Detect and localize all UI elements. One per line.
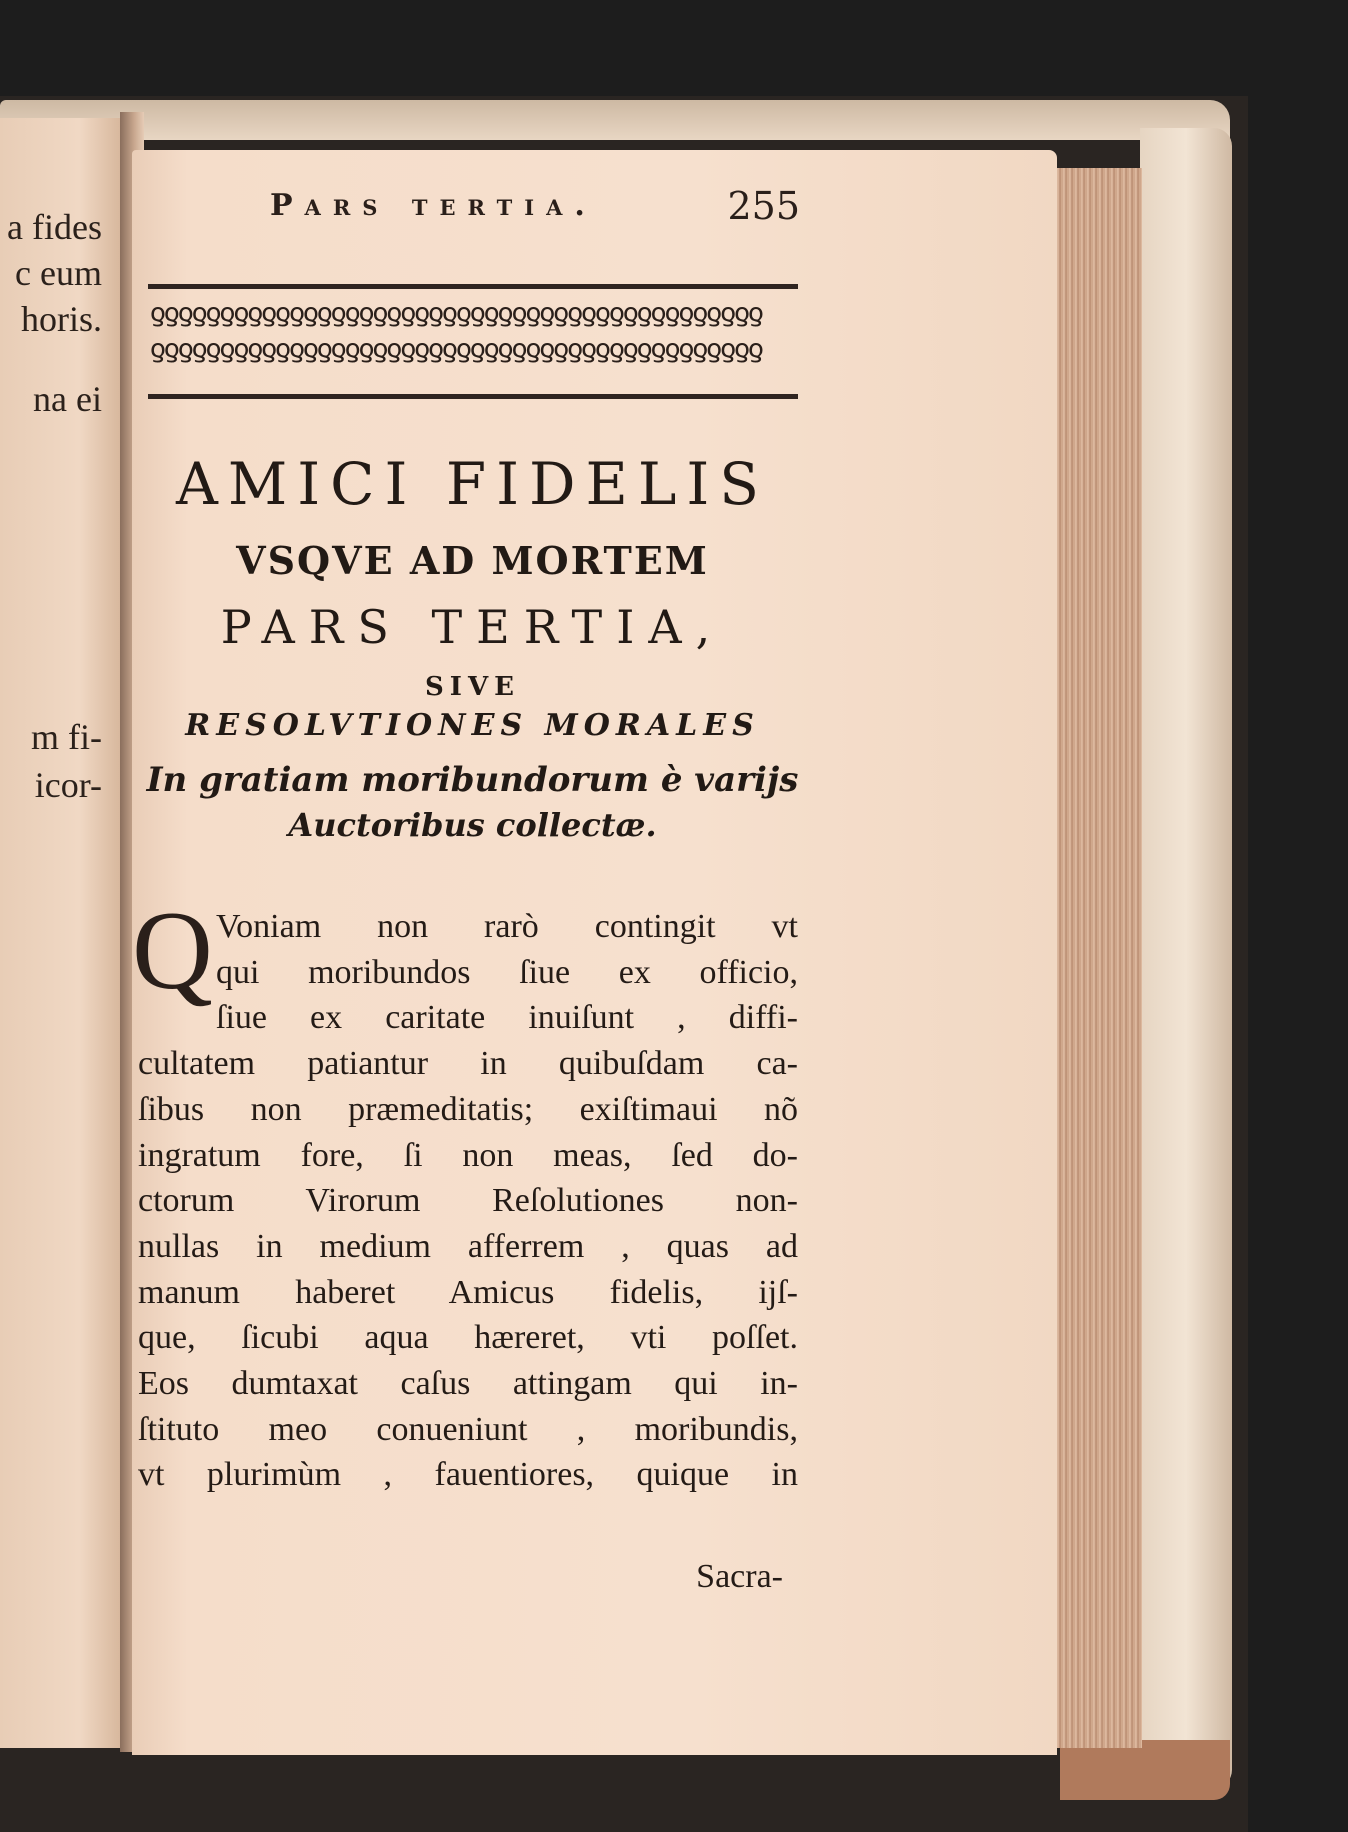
title-resolutiones: RESOLVTIONES MORALES bbox=[185, 708, 760, 743]
title-auctoribus: Auctoribus collectæ. bbox=[288, 806, 657, 844]
head-rule-bottom bbox=[148, 394, 798, 399]
body-line: nullas in medium afferrem , quas ad bbox=[138, 1227, 798, 1265]
top-binding-edge bbox=[0, 100, 1230, 140]
left-page-text-fragment: icor- bbox=[34, 765, 102, 805]
body-line: cultatem patiantur in quibuſdam ca- bbox=[138, 1045, 798, 1083]
body-paragraph bbox=[138, 904, 798, 1498]
page-block-edge bbox=[1050, 168, 1142, 1748]
title-part: PARS TERTIA, bbox=[220, 600, 725, 654]
body-line: ſiue ex caritate inuiſunt , diffi- bbox=[216, 999, 798, 1037]
body-line: vt plurimùm , fauentiores, quique in bbox=[138, 1456, 798, 1494]
left-page-text-fragment: c eum bbox=[15, 253, 102, 293]
body-line: ſtituto meo conueniunt , moribundis, bbox=[138, 1410, 798, 1448]
left-page-text-fragment: m fi- bbox=[31, 717, 102, 757]
body-line: manum haberet Amicus fidelis, ijſ- bbox=[138, 1273, 798, 1311]
running-head bbox=[270, 184, 800, 234]
left-page-text-fragment: a fides bbox=[7, 207, 102, 247]
book-cover-edge bbox=[1140, 128, 1232, 1788]
body-line: ctorum Virorum Reſolutiones non- bbox=[138, 1182, 798, 1220]
ornament-row: ƍƍƍƍƍƍƍƍƍƍƍƍƍƍƍƍƍƍƍƍƍƍƍƍƍƍƍƍƍƍƍƍƍƍƍƍƍƍƍƍƍƍƍƍ bbox=[150, 334, 762, 364]
left-page-text-fragment: na ei bbox=[33, 379, 102, 419]
title-in-gratiam: In gratiam moribundorum è varijs bbox=[146, 760, 799, 800]
body-line: Voniam non rarò contingit vt bbox=[216, 908, 798, 945]
book-cover-corner bbox=[1060, 1740, 1230, 1800]
body-line: ingratum fore, ſi non meas, ſed do- bbox=[138, 1136, 798, 1174]
title-sive: SIVE bbox=[425, 672, 520, 702]
left-page-text-fragment: horis. bbox=[21, 299, 102, 339]
body-line: que, ſicubi aqua hæreret, vti poſſet. bbox=[138, 1319, 798, 1357]
previous-page-fragment bbox=[0, 118, 132, 1748]
running-head-title: Pars tertia. bbox=[270, 188, 597, 223]
head-rule-top bbox=[148, 284, 798, 289]
drop-cap-initial: Q bbox=[132, 889, 213, 1013]
page-number: 255 bbox=[727, 184, 800, 228]
body-line: qui moribundos ſiue ex officio, bbox=[216, 953, 798, 991]
body-line: Eos dumtaxat caſus attingam qui in- bbox=[138, 1365, 798, 1403]
title-subtitle: VSQVE AD MORTEM bbox=[236, 538, 709, 583]
title-main: AMICI FIDELIS bbox=[175, 450, 770, 518]
body-line: ſibus non præmeditatis; exiſtimaui nõ bbox=[138, 1090, 798, 1128]
catchword: Sacra- bbox=[696, 1558, 783, 1595]
ornament-row: ƍƍƍƍƍƍƍƍƍƍƍƍƍƍƍƍƍƍƍƍƍƍƍƍƍƍƍƍƍƍƍƍƍƍƍƍƍƍƍƍƍƍƍƍ bbox=[150, 298, 762, 328]
